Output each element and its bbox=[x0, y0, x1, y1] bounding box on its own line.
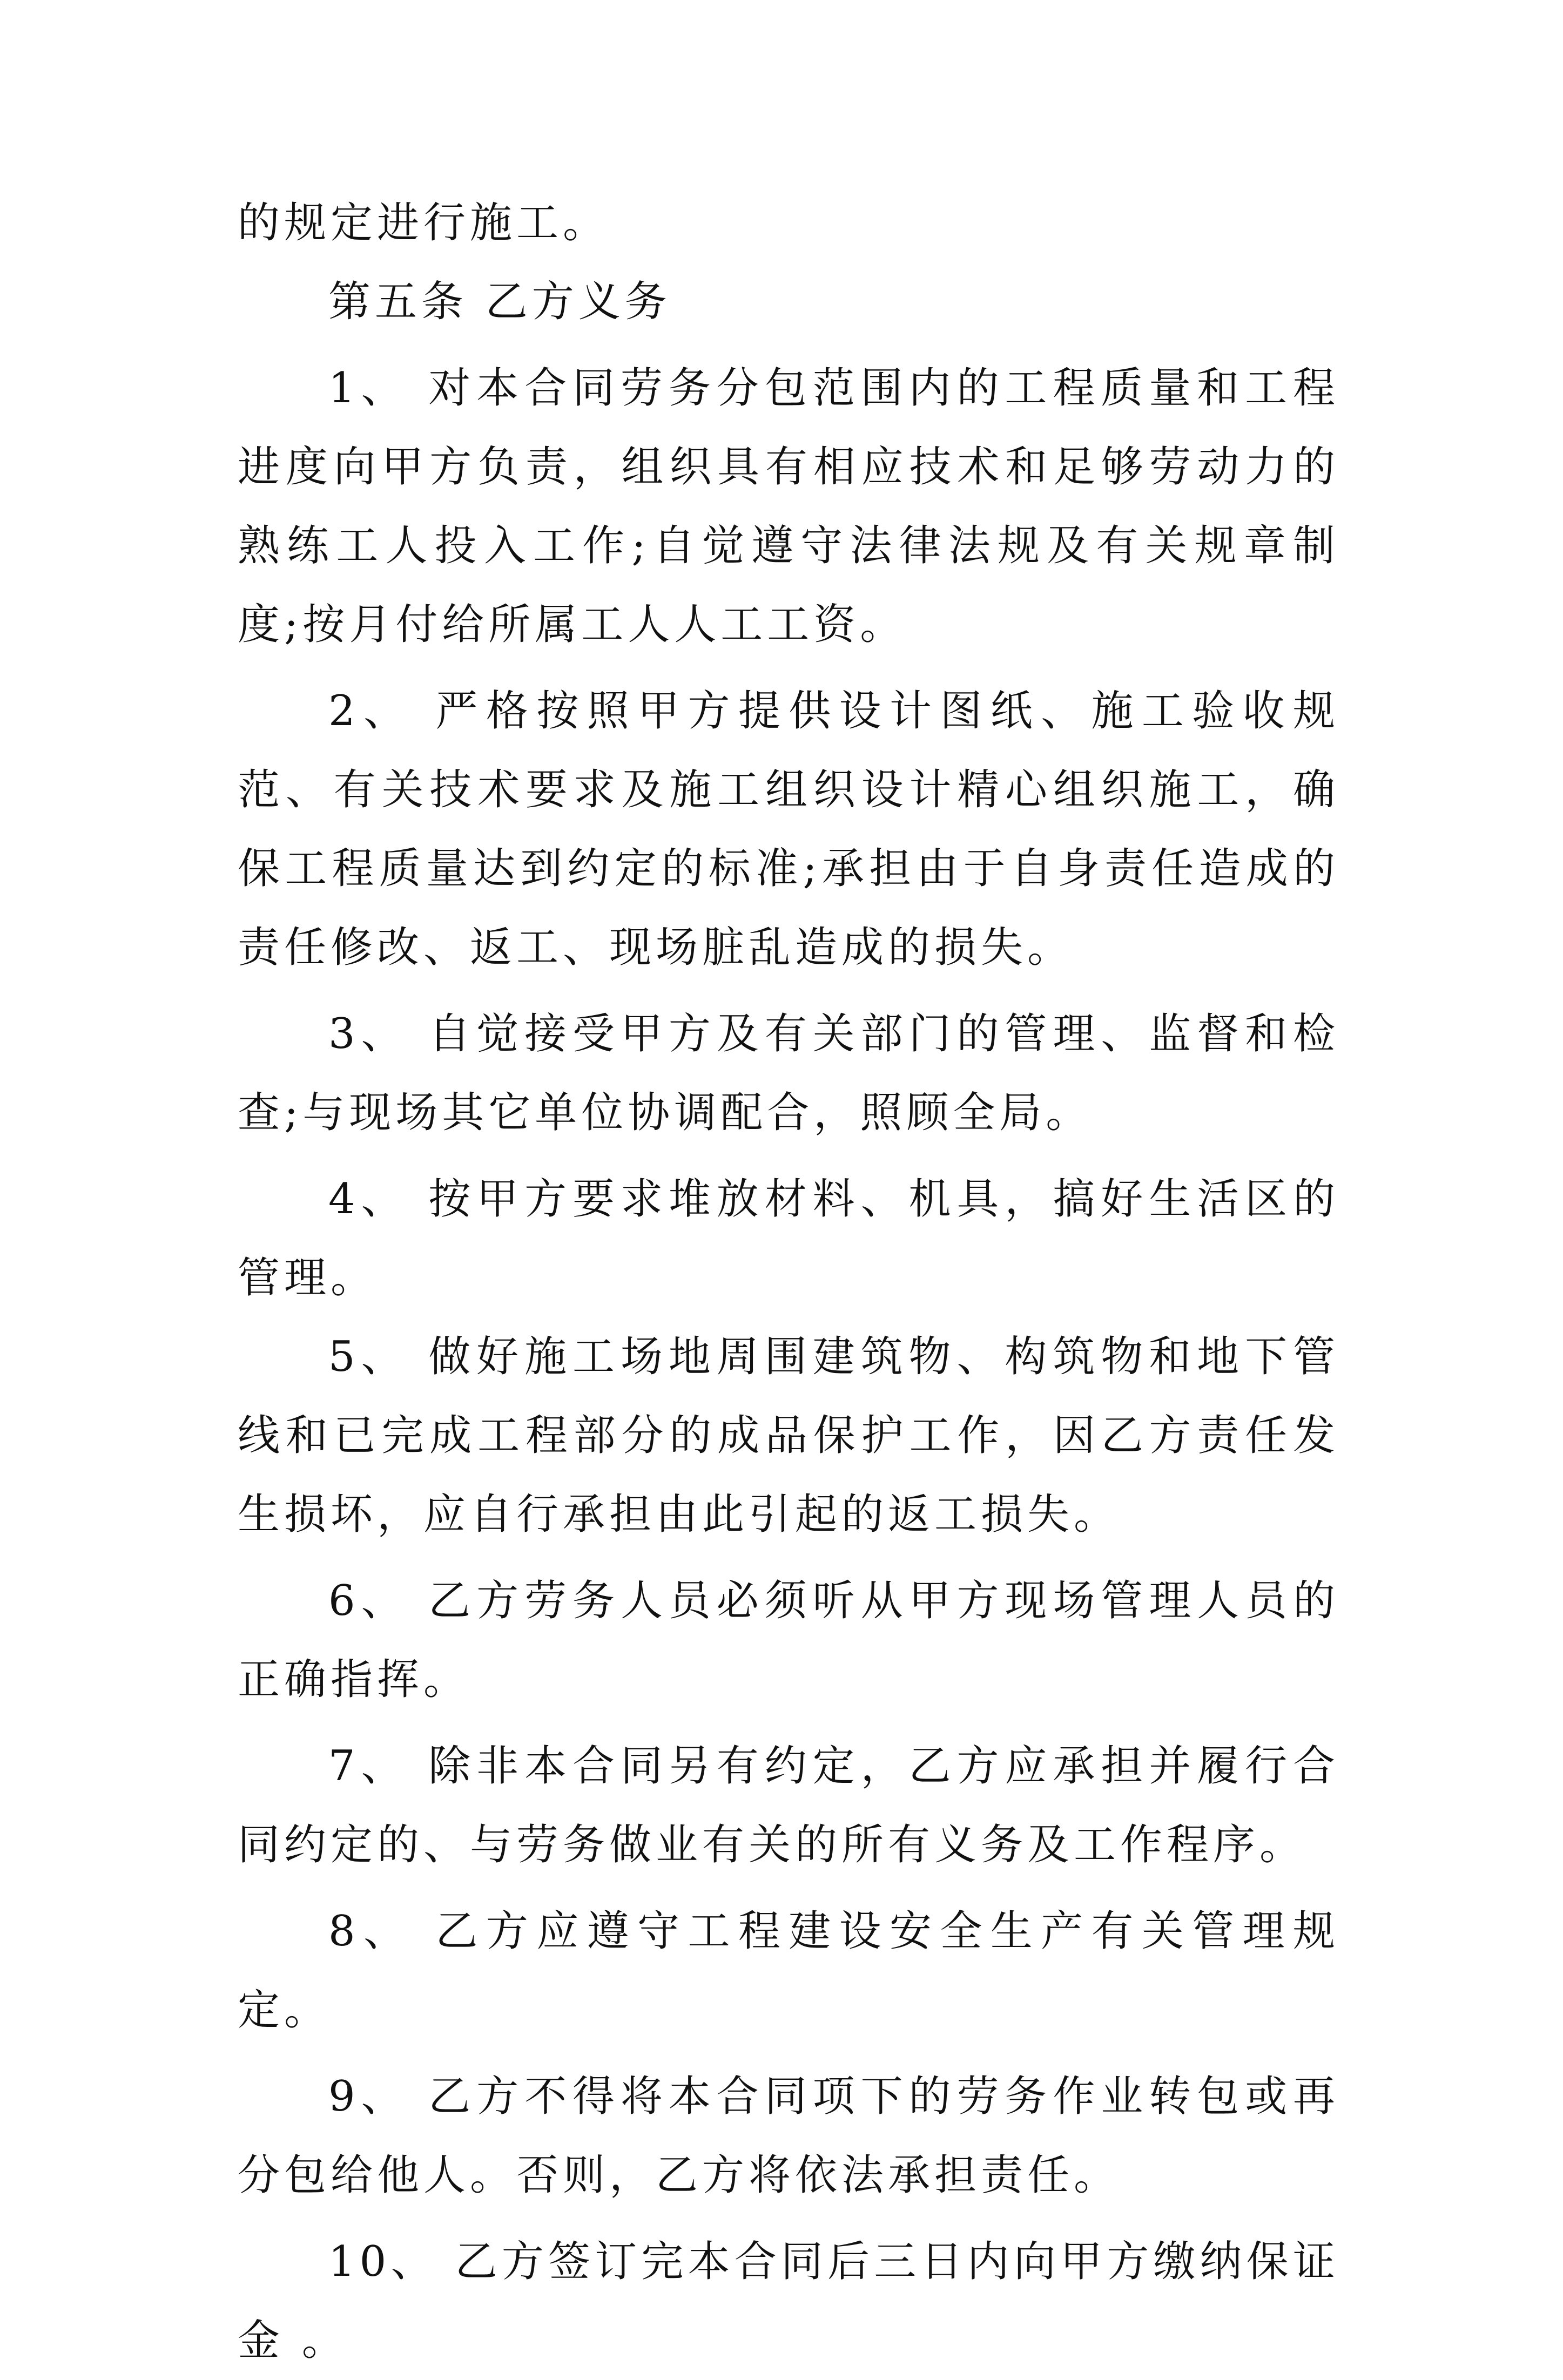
list-item-9: 9、 乙方不得将本合同项下的劳务作业转包或再分包给他人。否则，乙方将依法承担责任。 bbox=[238, 2072, 1339, 2200]
list-item-2: 2、 严格按照甲方提供设计图纸、施工验收规范、有关技术要求及施工组织设计精心组织施工，确保工程质量达到约定的标准;承担由于自身责任造成的责任修改、返工、现场脏乱造成的损失。 bbox=[238, 687, 1339, 972]
list-item-6: 6、 乙方劳务人员必须听从甲方现场管理人员的正确指挥。 bbox=[238, 1577, 1339, 1704]
list-item-7: 7、 除非本合同另有约定，乙方应承担并履行合同约定的、与劳务做业有关的所有义务及工作程序。 bbox=[238, 1742, 1339, 1869]
list-item-4: 4、 按甲方要求堆放材料、机具，搞好生活区的管理。 bbox=[238, 1175, 1339, 1302]
list-item-10: 10、 乙方签订完本合同后三日内向甲方缴纳保证金 。 bbox=[238, 2237, 1339, 2365]
section-title: 第五条 乙方义务 bbox=[328, 278, 671, 326]
list-item-3: 3、 自觉接受甲方及有关部门的管理、监督和检查;与现场其它单位协调配合，照顾全局。 bbox=[238, 1010, 1339, 1137]
continuation-text: 的规定进行施工。 bbox=[238, 199, 610, 247]
list-item-1: 1、 对本合同劳务分包范围内的工程质量和工程进度向甲方负责，组织具有相应技术和足够劳动力的熟练工人投入工作;自觉遵守法律法规及有关规章制度;按月付给所属工人人工工资。 bbox=[238, 364, 1339, 649]
list-item-8: 8、 乙方应遵守工程建设安全生产有关管理规定。 bbox=[238, 1907, 1339, 2034]
list-item-5: 5、 做好施工场地周围建筑物、构筑物和地下管线和已完成工程部分的成品保护工作，因乙方责任发生损坏，应自行承担由此引起的返工损失。 bbox=[238, 1333, 1339, 1539]
document-body bbox=[238, 184, 1339, 2380]
